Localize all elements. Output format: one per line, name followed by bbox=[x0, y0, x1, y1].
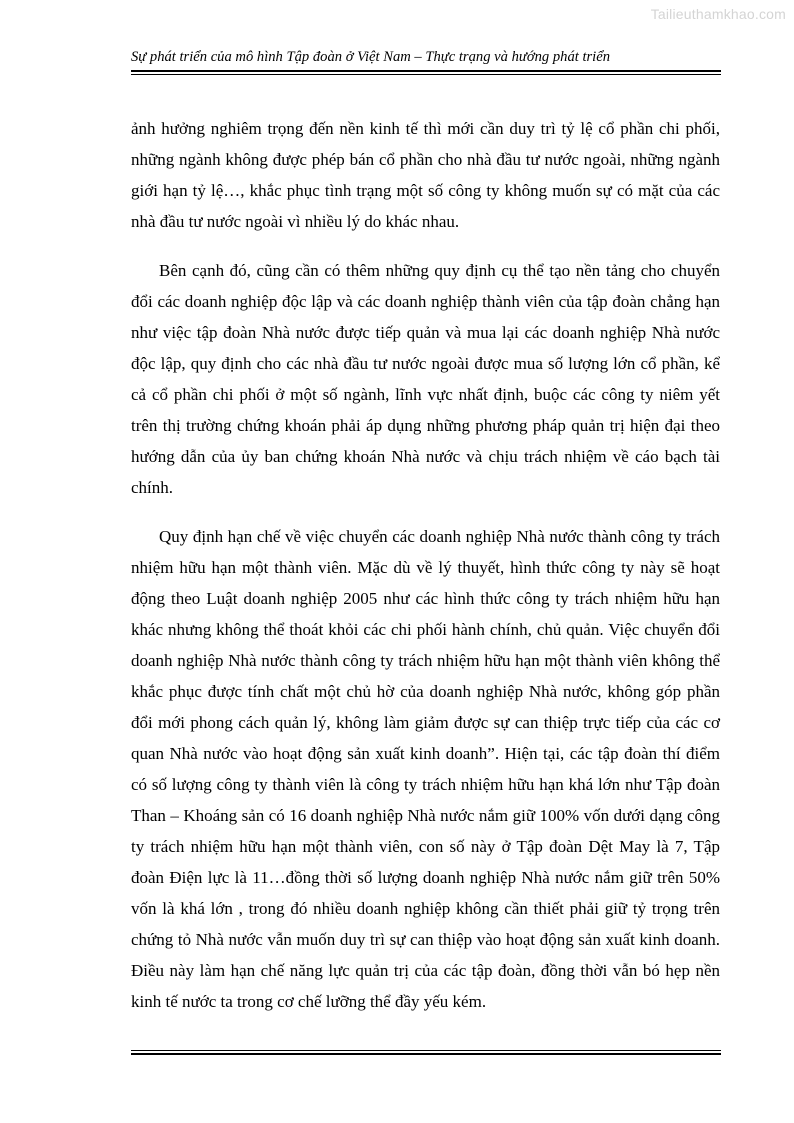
running-header: Sự phát triển của mô hình Tập đoàn ở Việt Nam – Thực trạng và hướng phát triển bbox=[131, 49, 611, 65]
body-text bbox=[131, 113, 720, 1035]
paragraph: ảnh hưởng nghiêm trọng đến nền kinh tế thì mới cần duy trì tỷ lệ cổ phần chi phối, những ngành không được phép bán cổ phần cho nhà đầu tư nước ngoài, những ngành giới hạn tỷ lệ…, khắc phục tình trạng một số công ty không muốn sự có mặt của các nhà đầu tư nước ngoài vì nhiều lý do khác nhau. bbox=[131, 119, 720, 231]
header-rule-thin bbox=[131, 74, 721, 75]
footer-rule-thin bbox=[131, 1050, 721, 1051]
footer-rule bbox=[131, 1053, 721, 1055]
watermark: Tailieuthamkhao.com bbox=[650, 6, 786, 22]
paragraph: Bên cạnh đó, cũng cần có thêm những quy định cụ thể tạo nền tảng cho chuyển đổi các doanh nghiệp độc lập và các doanh nghiệp thành viên của tập đoàn chẳng hạn như việc tập đoàn Nhà nước được tiếp quản và mua lại các doanh nghiệp Nhà nước độc lập, quy định cho các nhà đầu tư nước ngoài được mua số lượng lớn cổ phần, kể cả cổ phần chi phối ở một số ngành, lĩnh vực nhất định, buộc các công ty niêm yết trên thị trường chứng khoán phải áp dụng những phương pháp quản trị hiện đại theo hướng dẫn của ủy ban chứng khoán Nhà nước và chịu trách nhiệm về cáo bạch tài chính. bbox=[131, 261, 720, 497]
paragraph: Quy định hạn chế về việc chuyển các doanh nghiệp Nhà nước thành công ty trách nhiệm hữu hạn một thành viên. Mặc dù về lý thuyết, hình thức công ty này sẽ hoạt động theo Luật doanh nghiệp 2005 như các hình thức công ty trách nhiệm hữu hạn khác nhưng không thể thoát khỏi các chi phối hành chính, chủ quản. Việc chuyển đổi doanh nghiệp Nhà nước thành công ty trách nhiệm hữu hạn một thành viên không thể khắc phục được tính chất một chủ hờ của doanh nghiệp Nhà nước, không góp phần đổi mới phong cách quản lý, không làm giảm được sự can thiệp trực tiếp của các cơ quan Nhà nước vào hoạt động sản xuất kinh doanh”. Hiện tại, các tập đoàn thí điểm có số lượng công ty thành viên là công ty trách nhiệm hữu hạn khá lớn như Tập đoàn Than – Khoáng sản có 16 doanh nghiệp Nhà nước nắm giữ 100% vốn dưới dạng công ty trách nhiệm hữu hạn một thành viên, con số này ở Tập đoàn Dệt May là 7, Tập đoàn Điện lực là 11…đồng thời số lượng doanh nghiệp Nhà nước nắm giữ trên 50% vốn là khá lớn , trong đó nhiều doanh nghiệp không cần thiết phải giữ tỷ trọng trên chứng tỏ Nhà nước vẫn muốn duy trì sự can thiệp vào hoạt động sản xuất kinh doanh. Điều này làm hạn chế năng lực quản trị của các tập đoàn, đồng thời vẫn bó hẹp nền kinh tế nước ta trong cơ chế lưỡng thể đầy yếu kém. bbox=[131, 527, 720, 1011]
header-rule bbox=[131, 70, 721, 72]
